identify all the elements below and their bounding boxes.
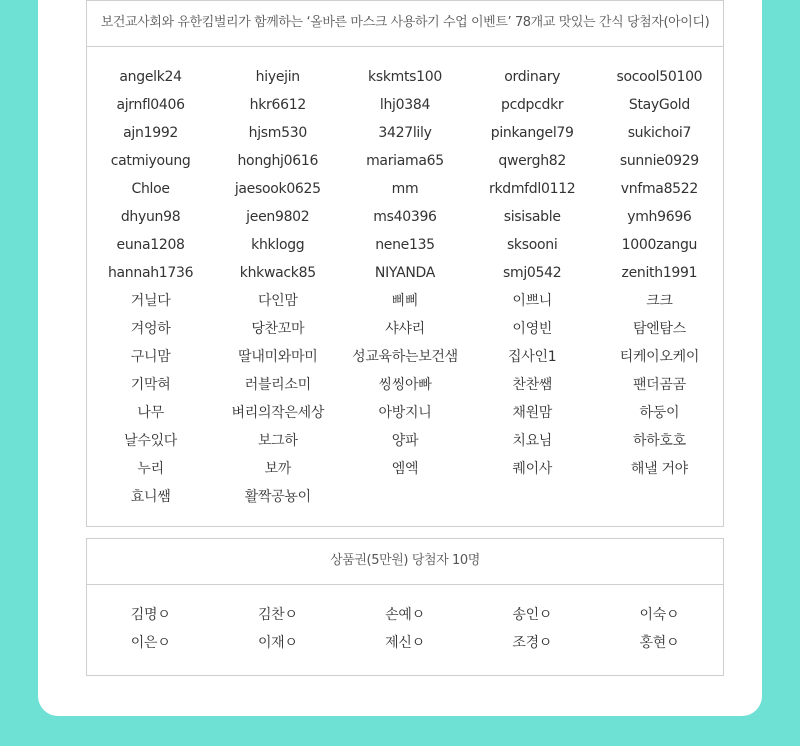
winner-id: hannah1736 [107,265,194,281]
winner-id: ymh9696 [627,209,692,225]
winner-id: NIYANDA [374,265,436,281]
winner-id: sksooni [506,237,558,253]
winner-id: 집사인1 [508,349,557,365]
winner-id: 당찬꼬마 [251,321,305,337]
winner-id: ordinary [504,69,561,85]
winner-id: mariama65 [366,153,444,169]
winner-id: lhj0384 [379,97,431,113]
winner-id: nene135 [375,237,435,253]
voucher-winners-title: 상품권(5만원) 당첨자 10명 [87,539,723,585]
winner-id: 1000zangu [621,237,698,253]
voucher-winners-box [86,538,724,676]
winner-id: 활짝공뇽이 [244,489,311,505]
winner-id: 아방지니 [378,405,432,421]
winner-name: 조경ㅇ [512,635,553,651]
winner-id: hkr6612 [249,97,306,113]
winner-id: 샤샤리 [385,321,425,337]
winner-id: 벼리의작은세상 [231,405,325,421]
winner-id: mm [391,181,419,197]
winner-id: 씽씽아빠 [378,377,432,393]
winner-id: kskmts100 [368,69,442,85]
winner-id: khklogg [251,237,305,253]
winner-id: vnfma8522 [620,181,698,197]
winner-name: 손예ㅇ [385,607,425,623]
winner-id: jeen9802 [246,209,310,225]
winner-id: StayGold [628,97,690,113]
winner-id: 보그하 [257,433,298,449]
winner-id: 티케이오케이 [619,349,700,365]
winner-id: sunnie0929 [619,153,699,169]
winner-id: dhyun98 [120,209,181,225]
winner-name: 송인ㅇ [512,607,553,623]
winner-name: 이숙ㅇ [639,607,680,623]
winner-id: rkdmfdl0112 [488,181,576,197]
winner-id: ajn1992 [123,125,179,141]
winner-id: ms40396 [373,209,437,225]
winner-id: 하둥이 [639,405,680,421]
winner-id-grid [87,47,723,511]
winner-id: khkwack85 [239,265,316,281]
winner-id: angelk24 [119,69,182,85]
winner-id: 찬찬쌤 [512,377,553,393]
winner-id: pcdpcdkr [500,97,564,113]
winner-id: 3427lily [378,125,432,141]
winner-id: hjsm530 [248,125,307,141]
winner-id: 러블리소미 [244,377,311,393]
winner-id: 탐엔탐스 [632,321,686,337]
winner-id: 딸내미와마미 [238,349,318,365]
winner-id: catmiyoung [110,153,191,169]
winner-id: zenith1991 [621,265,698,281]
snack-winners-box [86,0,724,527]
winner-id: euna1208 [116,237,185,253]
winner-id: Chloe [131,181,170,197]
winner-id: pinkangel79 [490,125,574,141]
winner-id: 이영빈 [512,321,553,337]
winner-name-grid [87,585,723,657]
snack-winners-title: 보건교사회와 유한킴벌리가 함께하는 ‘올바른 마스크 사용하기 수업 이벤트’ 78개교 맛있는 간식 당첨자(아이디) [87,1,723,47]
winner-id: 팬더곰곰 [632,377,686,393]
winner-id: 해낼 거야 [630,461,688,477]
winner-id: 나무 [137,405,164,421]
winner-id: 보까 [264,461,292,477]
winner-id: 구니맘 [130,349,171,365]
winner-id: qwergh82 [498,153,567,169]
winner-id: 누리 [137,461,164,477]
winner-id: jaesook0625 [234,181,321,197]
winner-id: hiyejin [255,69,300,85]
winner-id: sukichoi7 [627,125,692,141]
winner-id: sisisable [503,209,561,225]
winner-id: socool50100 [616,69,703,85]
winner-id: 삐삐 [391,293,419,309]
winner-id: 거닐다 [130,293,171,309]
content-card [38,0,762,716]
winner-id: 크크 [646,293,673,309]
winner-id: 이쁘니 [512,293,553,309]
winner-name: 이은ㅇ [130,635,171,651]
winner-name: 제신ㅇ [385,635,425,651]
winner-id: 날수있다 [124,433,178,449]
winner-id: 치요님 [512,433,553,449]
winner-name: 홍현ㅇ [639,635,680,651]
winner-id: 성교육하는보건샘 [352,349,458,365]
winner-id: honghj0616 [237,153,319,169]
winner-name: 김명ㅇ [130,607,171,623]
winner-name: 이재ㅇ [257,635,298,651]
winner-id: 엠엑 [391,461,419,477]
winner-id: 양파 [391,433,419,449]
winner-id: 기막혀 [130,377,171,393]
winner-id: smj0542 [503,265,562,281]
winner-id: 채원맘 [512,405,553,421]
winner-id: 다인맘 [257,293,298,309]
winner-id: 효니쌤 [130,489,171,505]
winner-id: 퀘이사 [512,461,553,477]
winner-id: ajrnfl0406 [116,97,185,113]
winner-id: 겨엉하 [130,321,171,337]
winner-name: 김찬ㅇ [257,607,298,623]
winner-id: 하하호호 [632,433,686,449]
